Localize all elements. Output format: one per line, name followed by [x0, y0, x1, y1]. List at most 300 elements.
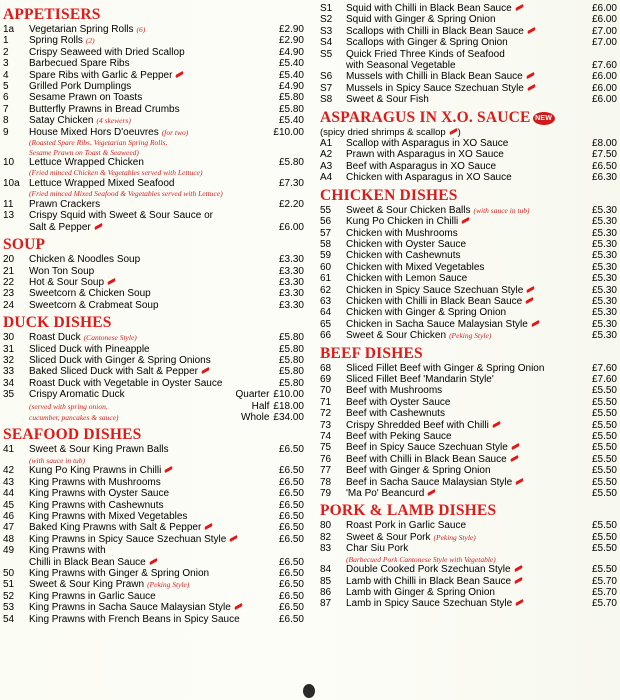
item-name: House Mixed Hors D'oeuvres — [29, 126, 159, 138]
menu-item — [320, 488, 617, 499]
section-heading-text: BEEF DISHES — [320, 344, 423, 362]
item-name-wrap — [29, 104, 279, 115]
chili-icon — [175, 71, 184, 78]
item-number: 32 — [3, 354, 15, 366]
item-price: £6.50 — [278, 590, 304, 602]
item-name-wrap — [346, 587, 592, 598]
item-price: £6.50 — [278, 499, 304, 511]
item-number: 41 — [3, 444, 15, 456]
item-name-wrap — [346, 454, 592, 465]
item-price: £5.30 — [591, 227, 617, 239]
item-name: Spring Rolls — [29, 35, 83, 47]
chili-icon — [526, 286, 535, 293]
chili-icon — [229, 535, 238, 542]
item-price: £6.50 — [278, 579, 304, 591]
item-number: 76 — [320, 453, 332, 465]
item-number: 83 — [320, 543, 332, 555]
item-price: £5.30 — [591, 330, 617, 342]
item-price: £5.30 — [591, 204, 617, 216]
item-number: 86 — [320, 586, 332, 598]
item-name: Quick Fried Three Kinds of Seafood — [346, 48, 505, 60]
item-number: 6 — [3, 92, 9, 104]
item-price: £5.40 — [278, 115, 304, 127]
section-heading-text: ASPARAGUS IN X.O. SAUCE — [320, 108, 531, 126]
item-name-wrap — [346, 138, 592, 149]
item-name: Sweet & Sour Chicken — [346, 330, 447, 342]
item-number: 43 — [3, 476, 15, 488]
item-number: 75 — [320, 442, 332, 454]
item-name: Squid with Chilli in Black Bean Sauce — [346, 3, 512, 14]
item-name-wrap — [29, 157, 279, 168]
item-price: £8.00 — [591, 138, 617, 150]
menu-item — [3, 465, 304, 476]
item-number: A2 — [320, 149, 333, 161]
section-heading — [320, 187, 617, 205]
item-name-wrap — [29, 534, 279, 545]
menu-item — [3, 104, 304, 115]
chili-icon — [511, 443, 520, 450]
item-price: £5.30 — [591, 273, 617, 285]
item-name-wrap — [346, 60, 592, 71]
menu-item — [320, 576, 617, 587]
menu-item — [3, 500, 304, 511]
chili-icon — [514, 4, 523, 11]
item-price: £5.80 — [278, 354, 304, 366]
item-name: Kung Po Chicken in Chilli — [346, 216, 459, 228]
menu-item — [320, 520, 617, 531]
item-name: Roast Duck with Vegetable in Oyster Sauce — [29, 377, 223, 389]
chili-icon — [531, 320, 540, 327]
item-name: Baked King Prawns with Salt & Pepper — [29, 522, 202, 534]
item-number: 54 — [3, 613, 15, 625]
item-number: 10a — [3, 177, 20, 189]
menu-item — [320, 307, 617, 318]
item-name: Chicken in Spicy Sauce Szechuan Style — [346, 284, 524, 296]
item-number: 71 — [320, 396, 332, 408]
item-price: £10.00 — [273, 389, 304, 401]
item-name-wrap — [346, 3, 592, 14]
item-number: 35 — [3, 389, 15, 401]
item-name-wrap — [29, 378, 279, 389]
item-description: (Fried minced Mixed Seafood & Vegetables served with Lettuce) — [29, 189, 223, 199]
menu-item — [320, 172, 617, 183]
item-name-wrap — [346, 71, 592, 82]
item-price: £6.50 — [278, 510, 304, 522]
item-name-wrap — [29, 70, 279, 81]
menu-item — [3, 35, 304, 46]
item-price: £6.00 — [278, 221, 304, 233]
section-heading — [3, 426, 304, 444]
item-price: £34.00 — [273, 411, 304, 423]
item-name-wrap — [346, 397, 592, 408]
item-description: (served with spring onion, — [29, 401, 108, 411]
menu-item — [320, 26, 617, 37]
item-price: £5.30 — [591, 250, 617, 262]
menu-item — [3, 614, 304, 625]
item-number: 24 — [3, 299, 15, 311]
menu-item — [3, 332, 304, 343]
item-name-wrap — [346, 262, 592, 273]
menu-item — [320, 587, 617, 598]
item-price: £5.70 — [591, 598, 617, 610]
menu-item — [3, 254, 304, 265]
item-name-wrap — [29, 277, 279, 288]
item-name-wrap — [29, 579, 279, 590]
item-number: 22 — [3, 276, 15, 288]
item-price: £5.70 — [591, 586, 617, 598]
menu-item — [3, 444, 304, 455]
item-number: 1a — [3, 24, 15, 35]
menu-item — [3, 568, 304, 579]
item-number: 50 — [3, 567, 15, 579]
item-number: 8 — [3, 115, 9, 127]
item-name-wrap — [29, 488, 279, 499]
item-name: Lamb in Spicy Sauce Szechuan Style — [346, 598, 513, 610]
item-price: £5.40 — [278, 58, 304, 70]
item-number: 47 — [3, 522, 15, 534]
menu-column-right — [320, 3, 617, 610]
chili-icon — [234, 603, 243, 610]
menu-item — [320, 83, 617, 94]
menu-item — [3, 222, 304, 233]
menu-item — [3, 266, 304, 277]
item-name: King Prawns with — [29, 545, 106, 557]
item-price: £6.50 — [591, 160, 617, 172]
item-number: 87 — [320, 598, 332, 610]
item-name-wrap — [346, 576, 592, 587]
item-price: £5.30 — [591, 295, 617, 307]
menu-item — [3, 366, 304, 377]
item-price: £4.90 — [278, 46, 304, 58]
section-heading-text: SOUP — [3, 236, 46, 254]
item-price: £6.50 — [278, 613, 304, 625]
item-number: A1 — [320, 138, 333, 150]
item-name: King Prawns with Cashewnuts — [29, 499, 164, 511]
item-name-wrap — [346, 239, 592, 250]
option-label: Half — [251, 400, 270, 412]
menu-item — [3, 157, 304, 168]
item-name-wrap — [29, 254, 279, 265]
item-number: 84 — [320, 564, 332, 576]
item-name: Baked Sliced Duck with Salt & Pepper — [29, 366, 198, 378]
item-number: 3 — [3, 58, 9, 70]
item-price: £5.30 — [591, 307, 617, 319]
item-name: Lettuce Wrapped Chicken — [29, 157, 144, 169]
item-name: Grilled Pork Dumplings — [29, 81, 132, 93]
item-name: Crispy Aromatic Duck — [29, 389, 125, 401]
menu-item — [320, 250, 617, 261]
chili-icon — [509, 455, 518, 462]
item-name-wrap — [29, 545, 304, 556]
item-number: 73 — [320, 419, 332, 431]
item-name: Butterfly Prawns in Bread Crumbs — [29, 103, 180, 115]
item-price: £5.50 — [591, 465, 617, 477]
item-price: £5.50 — [591, 520, 617, 532]
item-number: 44 — [3, 488, 15, 500]
item-name-wrap — [29, 47, 279, 58]
item-number: 60 — [320, 261, 332, 273]
chili-icon — [448, 128, 457, 135]
item-name-wrap — [346, 431, 592, 442]
item-name-wrap — [346, 319, 592, 330]
item-number: 45 — [3, 499, 15, 511]
item-name: Sweetcorn & Crabmeat Soup — [29, 299, 159, 311]
item-price: £6.50 — [278, 602, 304, 614]
item-number: 53 — [3, 602, 15, 614]
item-number: 80 — [320, 520, 332, 532]
item-name-wrap — [29, 500, 279, 511]
item-name-wrap — [346, 83, 592, 94]
item-name-wrap — [29, 344, 279, 355]
section-heading — [3, 314, 304, 332]
item-name: Chicken & Noodles Soup — [29, 254, 141, 266]
item-price: £5.80 — [278, 103, 304, 115]
menu-item — [320, 49, 617, 60]
item-price: £7.60 — [591, 362, 617, 374]
item-price: £6.50 — [278, 556, 304, 568]
item-number: 9 — [3, 126, 9, 138]
menu-item — [320, 408, 617, 419]
item-price: £5.80 — [278, 332, 304, 344]
item-name: Beef with Cashewnuts — [346, 408, 445, 420]
item-name: Lamb with Ginger & Spring Onion — [346, 586, 495, 598]
item-name: Scallops with Ginger & Spring Onion — [346, 37, 508, 49]
item-description: (with sauce in tub) — [29, 455, 86, 465]
item-price: £2.20 — [278, 198, 304, 210]
item-number: 2 — [3, 46, 9, 58]
new-badge: NEW — [533, 112, 555, 125]
item-price: £5.50 — [591, 408, 617, 420]
item-name: Char Siu Pork — [346, 543, 409, 555]
item-note: (6) — [136, 25, 146, 34]
item-number: 5 — [3, 81, 9, 93]
item-number: S4 — [320, 37, 333, 49]
item-price: £6.00 — [591, 94, 617, 106]
menu-item — [320, 477, 617, 488]
item-name: Kung Po King Prawns in Chilli — [29, 465, 162, 477]
chili-icon — [513, 565, 522, 572]
item-name: Salt & Pepper — [29, 221, 91, 233]
item-name-wrap — [346, 477, 592, 488]
chili-icon — [427, 489, 436, 496]
item-name-wrap — [346, 26, 592, 37]
menu-item — [3, 92, 304, 103]
chili-icon — [492, 421, 501, 428]
item-price: £5.80 — [278, 366, 304, 378]
item-name: Sliced Fillet Beef 'Mandarin Style' — [346, 373, 494, 385]
item-name-wrap — [346, 442, 592, 453]
item-number: S7 — [320, 82, 333, 94]
menu-item — [3, 602, 304, 613]
item-price: £5.50 — [591, 442, 617, 454]
item-price: £7.60 — [591, 373, 617, 385]
item-number: 64 — [320, 307, 332, 319]
menu-item — [320, 60, 617, 71]
item-price: £5.80 — [278, 92, 304, 104]
item-name: Scallops with Chilli in Black Bean Sauce — [346, 25, 524, 37]
item-price: £6.00 — [591, 3, 617, 14]
item-price: £5.50 — [591, 531, 617, 543]
item-price: £5.50 — [591, 453, 617, 465]
item-name-wrap — [346, 49, 617, 60]
section-heading — [3, 6, 304, 24]
item-name: Chicken with Oyster Sauce — [346, 238, 467, 250]
chili-icon — [515, 599, 524, 606]
item-name: Sliced Duck with Pineapple — [29, 343, 150, 355]
item-number: 21 — [3, 265, 15, 277]
item-number: 79 — [320, 488, 332, 500]
chili-icon — [107, 278, 116, 285]
item-price: £7.30 — [278, 177, 304, 189]
section-subtitle-tail: ) — [457, 126, 461, 138]
item-name: Crispy Squid with Sweet & Sour Sauce or — [29, 210, 213, 222]
menu-item — [3, 488, 304, 499]
item-number: 34 — [3, 377, 15, 389]
price-option — [3, 412, 304, 423]
item-name: Beef with Peking Sauce — [346, 431, 452, 442]
section-heading-text: CHICKEN DISHES — [320, 186, 458, 204]
item-name-wrap — [346, 598, 592, 609]
item-number: 68 — [320, 362, 332, 374]
item-number: 82 — [320, 531, 332, 543]
item-number: 42 — [3, 465, 15, 477]
item-price: £6.50 — [278, 533, 304, 545]
item-price: £6.00 — [591, 71, 617, 83]
item-name: Sweet & Sour King Prawn — [29, 579, 145, 591]
item-name: Sliced Fillet Beef with Ginger & Spring Onion — [346, 362, 545, 374]
item-name: Sweet & Sour Fish — [346, 94, 429, 106]
menu-item — [3, 300, 304, 311]
item-name-wrap — [346, 37, 592, 48]
item-name-wrap — [346, 408, 592, 419]
item-price: £3.30 — [278, 276, 304, 288]
item-name-wrap — [29, 199, 279, 210]
item-name: Sweet & Sour King Prawn Balls — [29, 444, 169, 456]
menu-item — [320, 543, 617, 554]
item-name: King Prawns in Sacha Sauce Malaysian Style — [29, 602, 231, 614]
item-number: 63 — [320, 295, 332, 307]
item-price: £6.50 — [278, 476, 304, 488]
item-price: £5.50 — [591, 419, 617, 431]
item-number: 1 — [3, 35, 9, 47]
item-price: £6.50 — [278, 465, 304, 477]
item-name: Mussels in Spicy Sauce Szechuan Style — [346, 82, 524, 94]
item-name-wrap — [346, 296, 592, 307]
menu-item — [320, 262, 617, 273]
section-heading — [320, 502, 617, 520]
item-number: A4 — [320, 172, 333, 184]
item-number: 70 — [320, 385, 332, 397]
item-name: Beef with Asparagus in XO Sauce — [346, 160, 497, 172]
item-name-wrap — [346, 465, 592, 476]
menu-item — [320, 420, 617, 431]
chili-icon — [527, 84, 536, 91]
item-name-wrap — [29, 127, 273, 138]
menu-item — [3, 557, 304, 568]
chili-icon — [94, 223, 103, 230]
item-name-wrap — [346, 228, 592, 239]
item-name: Beef with Ginger & Spring Onion — [346, 465, 491, 477]
item-name-wrap — [29, 24, 279, 35]
item-name: Spare Ribs with Garlic & Pepper — [29, 69, 173, 81]
item-number: 49 — [3, 545, 15, 557]
item-name-wrap — [346, 330, 592, 341]
menu-item — [3, 522, 304, 533]
item-number: 62 — [320, 284, 332, 296]
section-subtitle — [320, 127, 617, 138]
item-name-wrap — [29, 35, 279, 46]
item-price: £6.50 — [278, 567, 304, 579]
section-subtitle-text: (spicy dried shrimps & scallop — [320, 126, 446, 138]
item-name: Barbecued Spare Ribs — [29, 58, 130, 70]
item-name-wrap — [29, 389, 273, 400]
item-number: 57 — [320, 227, 332, 239]
item-name-wrap — [346, 307, 592, 318]
item-name: Vegetarian Spring Rolls — [29, 24, 134, 35]
menu-item — [320, 239, 617, 250]
menu-item — [3, 288, 304, 299]
menu-item — [320, 564, 617, 575]
item-description: Sesame Prawn on Toast & Seaweed) — [29, 147, 139, 157]
item-number: S5 — [320, 48, 333, 60]
item-name: Satay Chicken — [29, 115, 94, 127]
chili-icon — [149, 558, 158, 565]
menu-item — [320, 598, 617, 609]
menu-item — [320, 374, 617, 385]
item-name: with Seasonal Vegetable — [346, 60, 456, 72]
menu-item — [320, 285, 617, 296]
menu-item — [320, 454, 617, 465]
chili-icon — [461, 217, 470, 224]
item-price: £5.30 — [591, 216, 617, 228]
item-name-wrap — [29, 444, 279, 455]
item-number: 59 — [320, 250, 332, 262]
item-name-wrap — [346, 363, 592, 374]
item-name-wrap — [29, 602, 279, 613]
menu-item — [320, 149, 617, 160]
item-name-wrap — [29, 568, 279, 579]
item-price: £4.90 — [278, 81, 304, 93]
item-number: S8 — [320, 94, 333, 106]
item-name: Sweetcorn & Chicken Soup — [29, 288, 151, 300]
item-price: £7.00 — [591, 25, 617, 37]
item-name: King Prawns with French Beans in Spicy Sauce — [29, 613, 240, 625]
item-number: 11 — [3, 198, 14, 210]
menu-item — [3, 389, 304, 400]
menu-item — [320, 442, 617, 453]
item-price: £2.90 — [278, 24, 304, 35]
item-name-wrap — [29, 591, 279, 602]
menu-item — [320, 397, 617, 408]
item-number: 66 — [320, 330, 332, 342]
menu-item — [3, 24, 304, 35]
item-name: Roast Duck — [29, 332, 81, 344]
item-number: 69 — [320, 373, 332, 385]
item-number: 31 — [3, 343, 15, 355]
menu-item — [320, 138, 617, 149]
item-name-wrap — [346, 149, 592, 160]
menu-item — [3, 81, 304, 92]
item-number: 51 — [3, 579, 15, 591]
item-name-wrap — [29, 288, 279, 299]
item-name-wrap — [346, 285, 592, 296]
item-name: King Prawns with Ginger & Spring Onion — [29, 567, 210, 579]
item-description: (Barbecued Pork Cantonese Style with Vegetable) — [346, 554, 496, 564]
item-name: Prawn with Asparagus in XO Sauce — [346, 149, 504, 161]
item-note: (with sauce in tub) — [473, 205, 530, 215]
item-name: Chicken with Mushrooms — [346, 227, 458, 239]
item-price: £7.60 — [591, 60, 617, 72]
